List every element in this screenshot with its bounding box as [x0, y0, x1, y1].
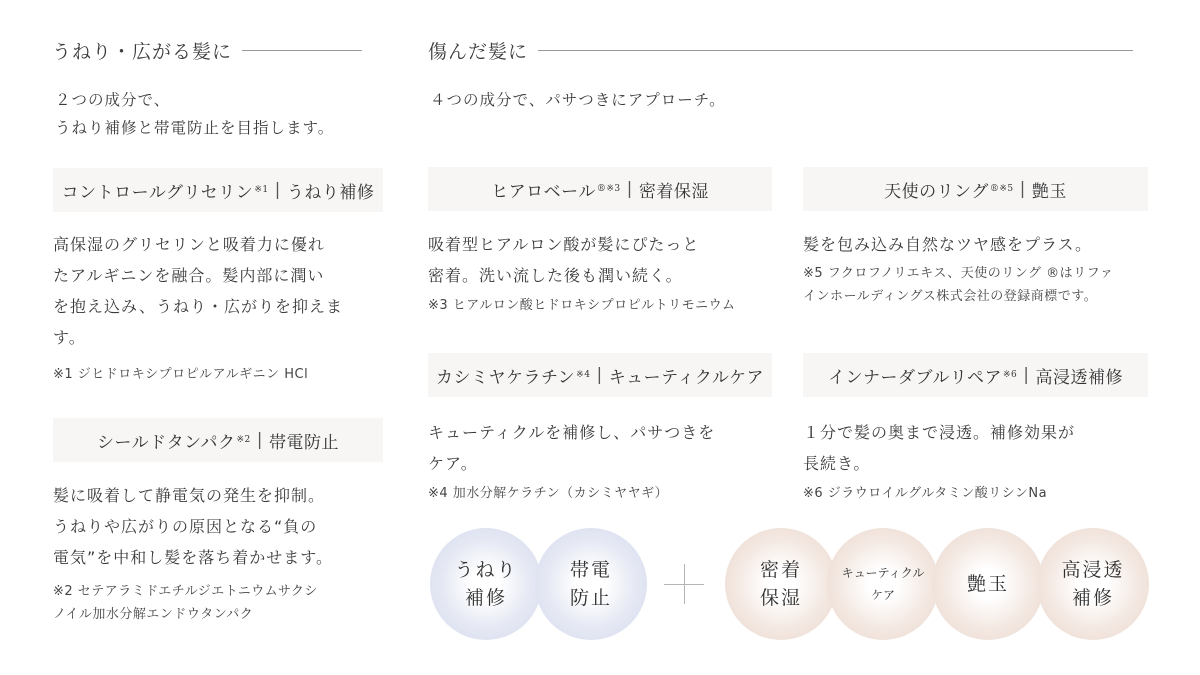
label-separator: | — [274, 180, 281, 200]
ingredient-name: インナーダブルリペア — [828, 367, 1002, 388]
ingredient-footnote-mark: ※6 — [1002, 370, 1018, 380]
ingredient-footnote-mark: ®※5 — [989, 184, 1014, 194]
right-heading-rule — [538, 50, 1133, 51]
ingredient-label-cashmere-keratin — [428, 353, 772, 397]
left-heading-text: うねり・広がる髪に — [52, 41, 233, 63]
description-line: キューティクルを補修し、パサつきを — [428, 423, 716, 442]
ingredient-name: コントロールグリセリン — [61, 182, 254, 203]
footnote-line: ※1 ジヒドロキシプロピルアルギニン HCl — [53, 367, 309, 382]
description-line: 高保湿のグリセリンと吸着力に優れ — [53, 235, 325, 254]
right-lead-line: ４つの成分で、パサつきにアプローチ。 — [430, 91, 726, 109]
left-lead-line: うねり補修と帯電防止を目指します。 — [55, 119, 335, 137]
circle-text: 密着 — [759, 559, 802, 581]
ingredient-effect: 帯電防止 — [269, 432, 339, 453]
ingredient-description-angel-ring — [803, 229, 1163, 260]
ingredient-effect: 密着保湿 — [638, 181, 709, 202]
description-line: 髪を包み込み自然なツヤ感をプラス。 — [803, 235, 1093, 254]
description-line: ケア。 — [428, 454, 478, 473]
circle-text: 防止 — [569, 587, 612, 609]
footnote-2 — [53, 580, 318, 626]
label-separator: | — [256, 430, 263, 450]
plus-sign-vertical — [684, 564, 685, 604]
right-section-heading — [428, 37, 1133, 64]
footnote-line: ※5 フクロフノリエキス、天使のリング ®はリファ — [803, 266, 1114, 281]
description-line: 密着。洗い流した後も潤い続く。 — [428, 266, 683, 285]
footnote-line: ※3 ヒアルロン酸ヒドロキシプロピルトリモニウム — [428, 298, 736, 313]
ingredient-effect: うねり補修 — [286, 182, 375, 203]
circle-text: 保湿 — [759, 587, 802, 609]
circle-text: ケア — [870, 588, 895, 602]
circle-text: うねり — [454, 559, 518, 581]
circle-text: 補修 — [464, 587, 507, 609]
circle-text: 補修 — [1071, 587, 1114, 609]
ingredient-label-control-glycerin — [53, 168, 383, 212]
description-line: １分で髪の奥まで浸透。補修効果が — [803, 423, 1076, 442]
ingredient-name: 天使のリング — [884, 181, 989, 202]
label-separator: | — [626, 179, 633, 199]
right-lead — [430, 86, 726, 114]
ingredient-label-angel-ring — [803, 167, 1148, 211]
benefit-circle-cuticle-care — [827, 528, 939, 640]
circle-text: キューティクル — [841, 566, 925, 580]
left-heading-rule — [242, 50, 362, 51]
benefit-circle-moisture — [725, 528, 837, 640]
description-line: 髪に吸着して静電気の発生を抑制。 — [53, 486, 326, 505]
left-lead — [55, 86, 334, 142]
ingredient-footnote-mark: ※1 — [254, 185, 269, 195]
ingredient-footnote-mark: ®※3 — [596, 184, 621, 194]
ingredient-label-hyaloveil — [428, 167, 772, 211]
ingredient-description-control-glycerin — [53, 229, 398, 353]
benefit-circle-wave-repair — [430, 528, 542, 640]
left-section-heading — [52, 37, 362, 64]
benefit-circle-antistatic — [535, 528, 647, 640]
description-line: 電気”を中和し髪を落ち着かせます。 — [53, 548, 334, 567]
ingredient-effect: 高浸透補修 — [1035, 367, 1123, 388]
circle-text: 高浸透 — [1061, 559, 1125, 581]
description-line: 吸着型ヒアルロン酸が髪にぴたっと — [428, 235, 700, 254]
ingredient-effect: 艶玉 — [1031, 181, 1067, 202]
description-line: す。 — [53, 328, 86, 347]
footnote-4 — [428, 482, 668, 505]
benefit-circle-shine — [932, 528, 1044, 640]
ingredient-footnote-mark: ※2 — [236, 435, 251, 445]
ingredient-name: シールドタンパク — [97, 432, 236, 453]
label-separator: | — [596, 365, 603, 385]
ingredient-description-inner-double-repair — [803, 417, 1163, 479]
footnote-5 — [803, 262, 1113, 308]
label-separator: | — [1019, 179, 1026, 199]
ingredient-name: カシミヤケラチン — [436, 367, 576, 388]
circle-text: 艶玉 — [966, 573, 1009, 595]
right-heading-text: 傷んだ髪に — [428, 41, 529, 63]
footnote-3 — [428, 294, 736, 317]
description-line: を抱え込み、うねり・広がりを抑えま — [53, 297, 343, 316]
ingredient-label-inner-double-repair — [803, 353, 1148, 397]
ingredient-description-hyaloveil — [428, 229, 788, 291]
label-separator: | — [1023, 365, 1030, 385]
ingredient-footnote-mark: ※4 — [576, 370, 591, 380]
ingredient-effect: キューティクルケア — [608, 367, 764, 388]
ingredient-description-shield-protein — [53, 480, 398, 573]
footnote-line: ※4 加水分解ケラチン（カシミヤヤギ） — [428, 486, 669, 501]
footnote-line: インホールディングス株式会社の登録商標です。 — [803, 289, 1098, 304]
left-lead-line: ２つの成分で、 — [55, 91, 171, 109]
description-line: 長続き。 — [803, 454, 871, 473]
ingredient-label-shield-protein — [53, 418, 383, 462]
footnote-line: ※6 ジラウロイルグルタミン酸リシンNa — [803, 486, 1048, 501]
description-line: うねりや広がりの原因となる“負の — [53, 517, 318, 536]
footnote-line: ※2 セテアラミドエチルジエトニウムサクシ — [53, 584, 318, 599]
ingredient-name: ヒアロベール — [491, 181, 596, 202]
footnote-1 — [53, 363, 308, 386]
description-line: たアルギニンを融合。髪内部に潤い — [53, 266, 325, 285]
benefit-circle-deep-repair — [1037, 528, 1149, 640]
footnote-line: ノイル加水分解エンドウタンパク — [53, 607, 254, 622]
footnote-6 — [803, 482, 1047, 505]
circle-text: 帯電 — [569, 559, 612, 581]
ingredient-description-cashmere-keratin — [428, 417, 788, 479]
